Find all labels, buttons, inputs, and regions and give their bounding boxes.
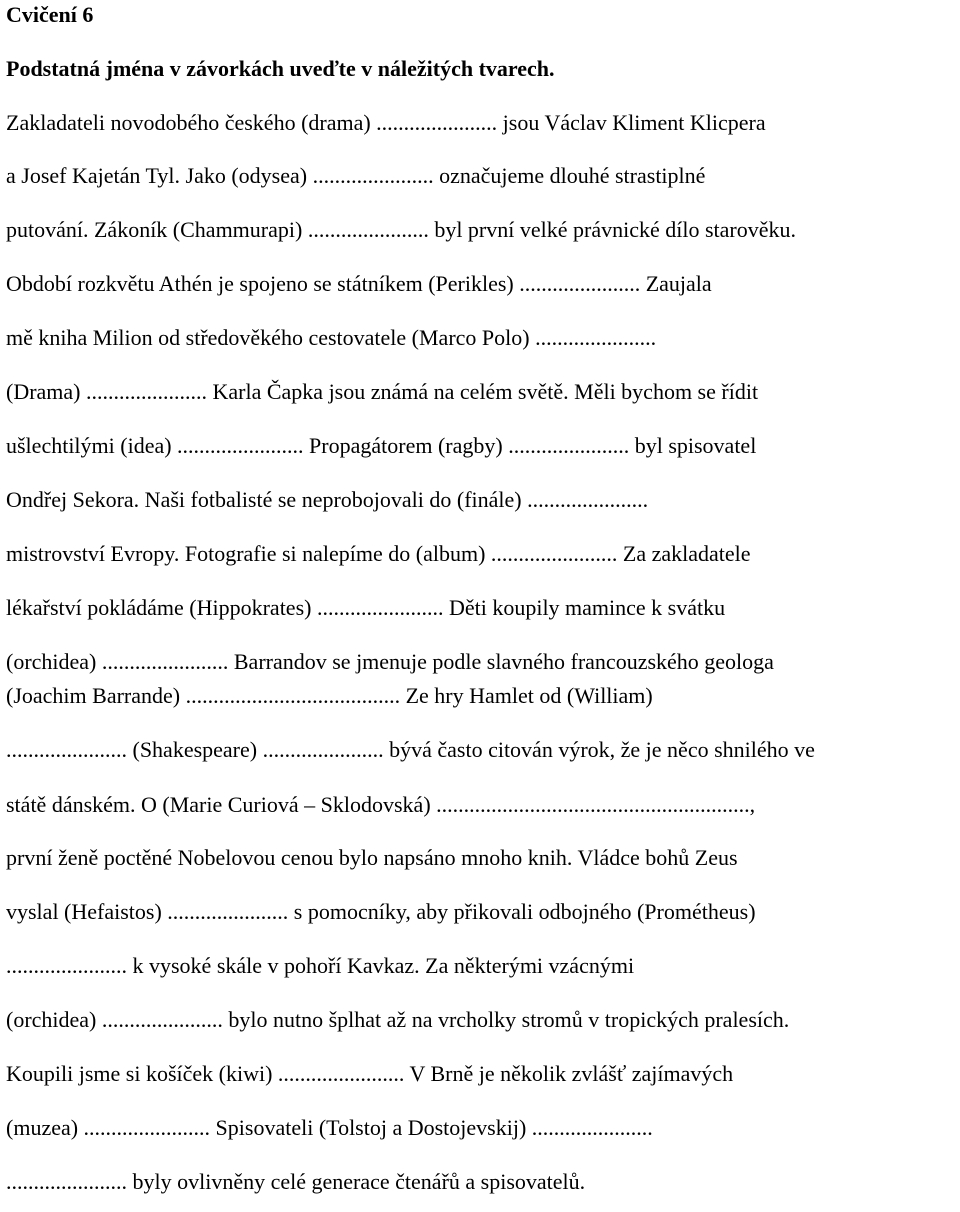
exercise-line: lékařství pokládáme (Hippokrates) ....................... Děti koupily mamince k svátku <box>6 595 726 620</box>
exercise-line: ...................... (Shakespeare) ...................... bývá často citován výrok, že je něco shnilého ve <box>6 737 815 762</box>
exercise-line: (Joachim Barrande) ....................................... Ze hry Hamlet od (William) <box>6 683 653 708</box>
exercise-line: ...................... k vysoké skále v pohoří Kavkaz. Za některými vzácnými <box>6 953 635 978</box>
exercise-line: mistrovství Evropy. Fotografie si nalepíme do (album) ....................... Za zakladatele <box>6 541 751 566</box>
exercise-instruction: Podstatná jména v závorkách uveďte v náležitých tvarech. <box>6 56 555 81</box>
exercise-line: (muzea) ....................... Spisovateli (Tolstoj a Dostojevskij) ...................... <box>6 1115 653 1140</box>
exercise-line: Koupili jsme si košíček (kiwi) ....................... V Brně je několik zvlášť zajímavých <box>6 1061 734 1086</box>
exercise-line: Zakladateli novodobého českého (drama) ...................... jsou Václav Kliment Klicpera <box>6 110 766 135</box>
exercise-line: (orchidea) ...................... bylo nutno šplhat až na vrcholky stromů v tropických pralesích. <box>6 1007 790 1032</box>
exercise-line: vyslal (Hefaistos) ...................... s pomocníky, aby přikovali odbojného (Prométheus) <box>6 899 756 924</box>
exercise-line: Období rozkvětu Athén je spojeno se státníkem (Perikles) ...................... Zaujala <box>6 271 712 296</box>
exercise-line: Ondřej Sekora. Naši fotbalisté se neprobojovali do (finále) ...................... <box>6 487 649 512</box>
exercise-line: a Josef Kajetán Tyl. Jako (odysea) ...................... označujeme dlouhé strastiplné <box>6 163 706 188</box>
exercise-line: ...................... byly ovlivněny celé generace čtenářů a spisovatelů. <box>6 1169 586 1194</box>
exercise-line: ušlechtilými (idea) ....................... Propagátorem (ragby) ...................... byl spisovatel <box>6 433 757 458</box>
exercise-line: (orchidea) ....................... Barrandov se jmenuje podle slavného francouzského geologa <box>6 649 774 674</box>
exercise-title: Cvičení 6 <box>6 2 94 27</box>
exercise-line: první ženě poctěné Nobelovou cenou bylo napsáno mnoho knih. Vládce bohů Zeus <box>6 845 738 870</box>
exercise-line: státě dánském. O (Marie Curiová – Sklodovská) ........................................................., <box>6 792 756 817</box>
exercise-line: mě kniha Milion od středověkého cestovatele (Marco Polo) ...................... <box>6 325 657 350</box>
exercise-line: (Drama) ...................... Karla Čapka jsou známá na celém světě. Měli bychom se řídit <box>6 379 759 404</box>
exercise-line: putování. Zákoník (Chammurapi) ...................... byl první velké právnické dílo starověku. <box>6 217 797 242</box>
